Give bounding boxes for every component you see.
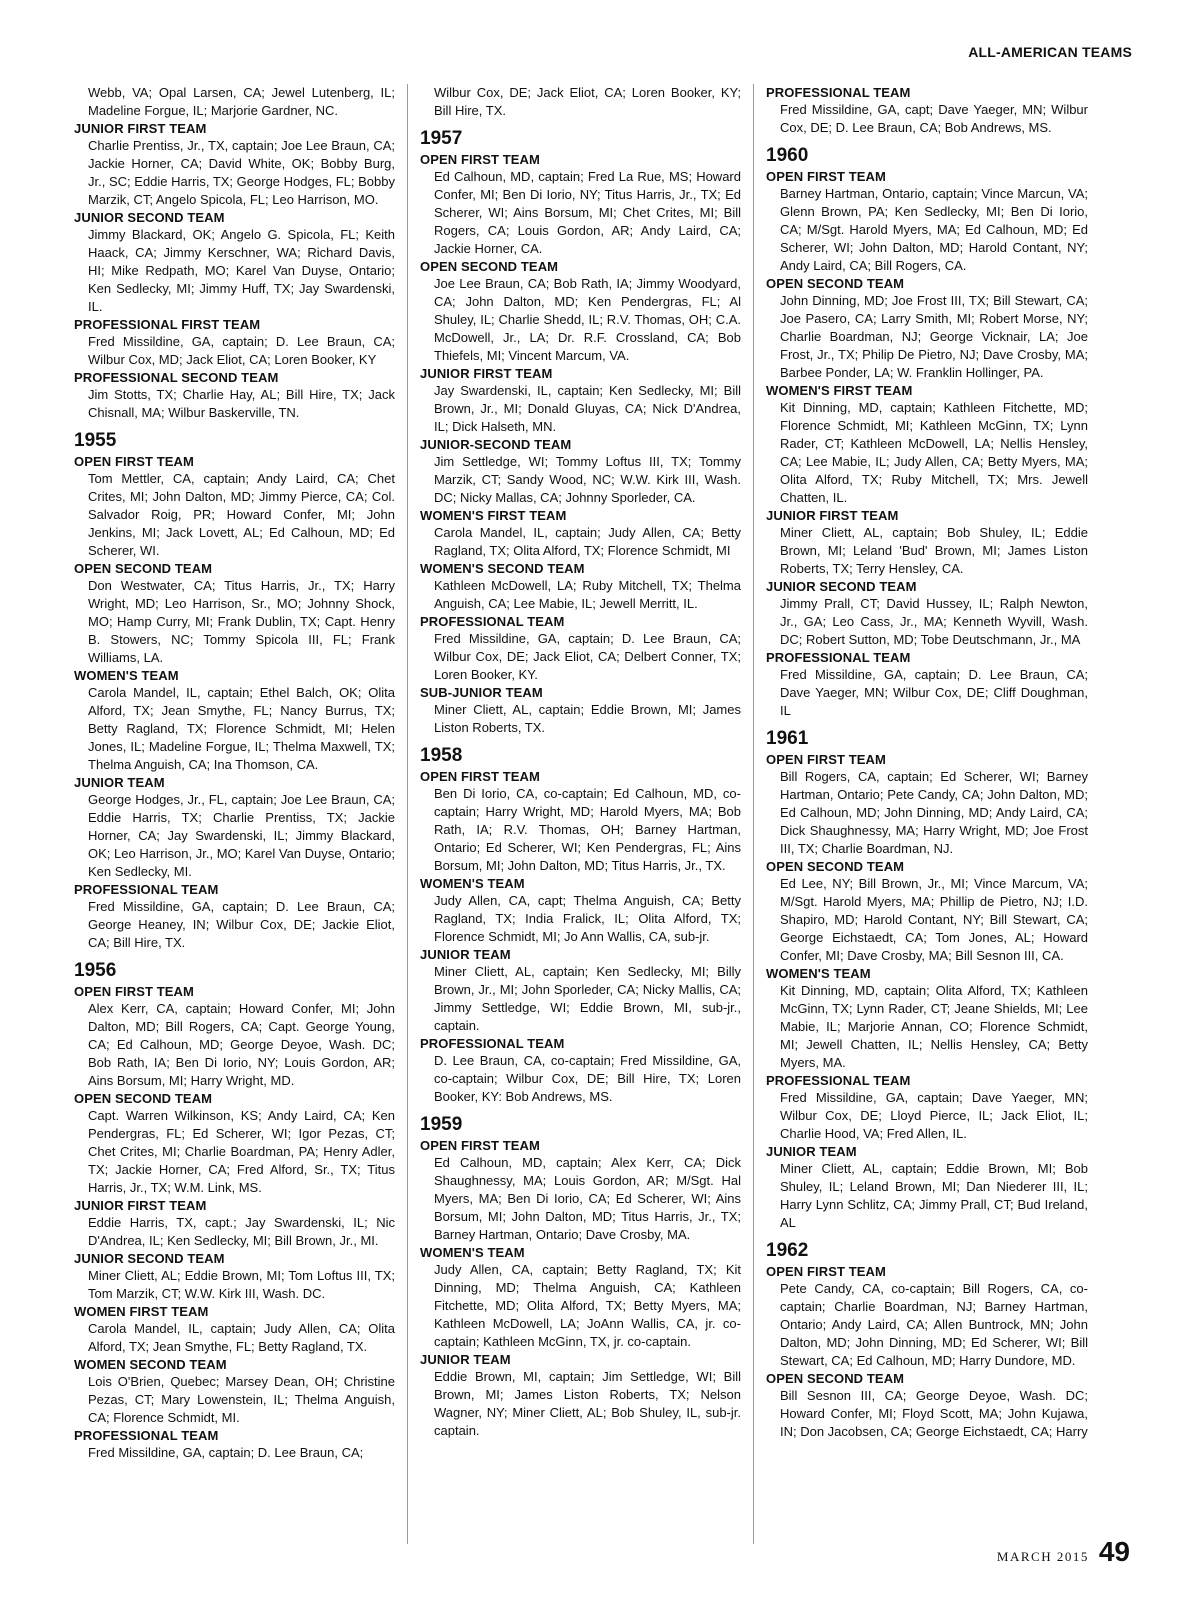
roster-text: Fred Missildine, GA, captain; Dave Yaeger, MN; Wilbur Cox, DE; Lloyd Pierce, IL; Jack Eliot, IL; Charlie Hood, VA; Fred Allen, IL. [780,1090,1088,1141]
team-heading: JUNIOR TEAM [420,947,511,962]
roster-text: Carola Mandel, IL, captain; Ethel Balch, OK; Olita Alford, TX; Jean Smythe, FL; Nancy Burrus, TX; Betty Ragland, TX; Florence Schmidt, MI; Helen Jones, IL; Madeline Forgue, IL; Thelma Maxwell, TX; Thelma Anguish, CA; Ina Thomson, CA. [88,685,395,772]
roster-text: Don Westwater, CA; Titus Harris, Jr., TX; Harry Wright, MD; Leo Harrison, Sr., MO; Johnny Shock, MO; Hamp Curry, MI; Frank Dublin, TX; Capt. Henry B. Stowers, NC; Tommy Spicola III, FL; Frank Williams, LA. [88,578,395,665]
column-3 [766,84,1100,1544]
roster-text: D. Lee Braun, CA, co-captain; Fred Missildine, GA, co-captain; Wilbur Cox, DE; Bill Hire, TX; Loren Booker, KY: Bob Andrews, MS. [434,1053,741,1104]
roster-text: Fred Missildine, GA, captain; D. Lee Braun, CA; Wilbur Cox, DE; Jack Eliot, CA; Delbert Conner, TX; Loren Booker, KY. [434,631,741,682]
roster-text: John Dinning, MD; Joe Frost III, TX; Bill Stewart, CA; Joe Pasero, CA; Larry Smith, MI; Robert Morse, NY; Charlie Boardman, NJ; George Vicknair, LA; Joe Frost, Jr., TX; Philip De Pietro, NJ; Dave Crosby, MA; Barbee Ponder, LA; W. Franklin Hollinger, PA. [780,293,1088,380]
roster-text: Fred Missildine, GA, captain; D. Lee Braun, CA; [88,1445,364,1460]
roster-text: Ed Calhoun, MD, captain; Alex Kerr, CA; Dick Shaughnessy, MA; Louis Gordon, AR; M/Sgt. Hal Myers, MA; Ben Di Iorio, CA; Ed Scherer, WI; Ains Borsum, MI; John Dalton, MD; Titus Harris, Jr., TX; Barney Hartman, Ontario; Dave Crosby, MA. [434,1155,741,1242]
section-header: ALL-AMERICAN TEAMS [968,44,1132,60]
team-heading: OPEN FIRST TEAM [420,769,540,784]
roster-text: Fred Missildine, GA, capt; Dave Yaeger, MN; Wilbur Cox, DE; D. Lee Braun, CA; Bob Andrews, MS. [780,102,1088,135]
year-heading: 1959 [420,1114,463,1135]
team-heading: WOMEN'S SECOND TEAM [420,561,585,576]
team-heading: OPEN FIRST TEAM [766,752,886,767]
roster-text: Lois O'Brien, Quebec; Marsey Dean, OH; Christine Pezas, CT; Mary Lowenstein, IL; Thelma Anguish, CA; Florence Schmidt, MI. [88,1374,395,1425]
year-heading: 1955 [74,430,117,451]
roster-text: Miner Cliett, AL, captain; Bob Shuley, IL; Eddie Brown, MI; Leland 'Bud' Brown, MI; James Liston Roberts, TX; Terry Hensley, CA. [780,525,1088,576]
team-heading: OPEN FIRST TEAM [420,1138,540,1153]
team-heading: JUNIOR SECOND TEAM [74,210,225,225]
team-heading: WOMEN'S TEAM [420,1245,525,1260]
team-heading: PROFESSIONAL TEAM [74,882,219,897]
roster-text: Webb, VA; Opal Larsen, CA; Jewel Lutenberg, IL; Madeline Forgue, IL; Marjorie Gardner, NC. [88,85,395,118]
team-heading: SUB-JUNIOR TEAM [420,685,543,700]
roster-text: Fred Missildine, GA, captain; D. Lee Braun, CA; Wilbur Cox, MD; Jack Eliot, CA; Loren Booker, KY [88,334,395,367]
year-heading: 1961 [766,728,809,749]
roster-text: Tom Mettler, CA, captain; Andy Laird, CA; Chet Crites, MI; John Dalton, MD; Jimmy Pierce, CA; Col. Salvador Roig, PR; Howard Confer, MI; John Jenkins, MI; Jack Lovett, AL; Ed Calhoun, MD; Ed Scherer, WI. [88,471,395,558]
team-heading: WOMEN'S TEAM [420,876,525,891]
roster-text: Jimmy Blackard, OK; Angelo G. Spicola, FL; Keith Haack, CA; Jimmy Kerschner, WA; Richard Davis, HI; Mike Redpath, MO; Karel Van Duyse, Ontario; Ken Sedlecky, MI; Jimmy Huff, TX; Jay Swardenski, IL. [88,227,395,314]
year-heading: 1956 [74,960,117,981]
team-heading: OPEN SECOND TEAM [420,259,559,274]
roster-text: Miner Cliett, AL, captain; Eddie Brown, MI; James Liston Roberts, TX. [434,702,741,735]
team-heading: WOMEN'S TEAM [74,668,179,683]
team-heading: JUNIOR FIRST TEAM [74,121,207,136]
team-heading: OPEN FIRST TEAM [766,169,886,184]
team-heading: JUNIOR FIRST TEAM [766,508,899,523]
team-heading: OPEN FIRST TEAM [74,984,194,999]
roster-text: Carola Mandel, IL, captain; Judy Allen, CA; Olita Alford, TX; Jean Smythe, FL; Betty Ragland, TX. [88,1321,395,1354]
team-heading: PROFESSIONAL TEAM [766,85,911,100]
roster-text: Judy Allen, CA, capt; Thelma Anguish, CA; Betty Ragland, TX; India Fralick, IL; Olita Alford, TX; Florence Schmidt, MI; Jo Ann Wallis, CA, sub-jr. [434,893,741,944]
team-heading: OPEN SECOND TEAM [766,859,905,874]
roster-text: Alex Kerr, CA, captain; Howard Confer, MI; John Dalton, MD; Bill Rogers, CA; Capt. George Young, CA; Ed Calhoun, MD; George Deyoe, Wash. DC; Bob Rath, IA; Ben Di Iorio, NY; Louis Gordon, AR; Ains Borsum, MI; Harry Wright, MD. [88,1001,395,1088]
roster-text: Joe Lee Braun, CA; Bob Rath, IA; Jimmy Woodyard, CA; John Dalton, MD; Ken Pendergras, FL; Al Shuley, IL; Charlie Shedd, IL; R.V. Thomas, OH; C.A. McDowell, Jr., LA; Dr. R.F. Crossland, CA; Bob Thiefels, MI; Vincent Marcum, VA. [434,276,741,363]
roster-text: Jimmy Prall, CT; David Hussey, IL; Ralph Newton, Jr., GA; Leo Cass, Jr., MA; Kenneth Wyvill, Wash. DC; Robert Sutton, MD; Tobe Deutschmann, Jr., MA [780,596,1088,647]
team-heading: JUNIOR TEAM [420,1352,511,1367]
roster-text: Pete Candy, CA, co-captain; Bill Rogers, CA, co-captain; Charlie Boardman, NJ; Barney Hartman, Ontario; Andy Laird, CA; Allen Buntrock, MN; John Dalton, MD; John Dinning, MD; Ed Scherer, WI; Bill Stewart, CA; Ed Calhoun, MD; Harry Dundore, MD. [780,1281,1088,1368]
roster-text: Miner Cliett, AL, captain; Ken Sedlecky, MI; Billy Brown, Jr., MI; John Sporleder, CA; Nicky Mallis, CA; Jimmy Settledge, WI; Eddie Brown, MI, sub-jr., captain. [434,964,741,1033]
page-number: 49 [1098,1536,1130,1567]
year-heading: 1958 [420,745,463,766]
roster-text: Kathleen McDowell, LA; Ruby Mitchell, TX; Thelma Anguish, CA; Lee Mabie, IL; Jewell Merritt, IL. [434,578,741,611]
team-heading: JUNIOR-SECOND TEAM [420,437,572,452]
team-heading: OPEN FIRST TEAM [766,1264,886,1279]
roster-text: Ben Di Iorio, CA, co-captain; Ed Calhoun, MD, co-captain; Harry Wright, MD; Harold Myers, MA; Bob Rath, IA; R.V. Thomas, OH; Barney Hartman, Ontario; Ed Scherer, WI; Ken Pendergras, FL; Ains Borsum, MI; John Dalton, MD; Titus Harris, Jr., TX. [434,786,741,873]
roster-text: Wilbur Cox, DE; Jack Eliot, CA; Loren Booker, KY; Bill Hire, TX. [434,85,741,118]
roster-text: Carola Mandel, IL, captain; Judy Allen, CA; Betty Ragland, TX; Olita Alford, TX; Florence Schmidt, MI [434,525,741,558]
team-heading: OPEN SECOND TEAM [74,1091,213,1106]
team-heading: WOMEN'S FIRST TEAM [420,508,567,523]
team-heading: JUNIOR SECOND TEAM [74,1251,225,1266]
page-footer [997,1536,1130,1568]
article-columns [74,84,1142,1544]
roster-text: Barney Hartman, Ontario, captain; Vince Marcun, VA; Glenn Brown, PA; Ken Sedlecky, MI; Ben Di Iorio, CA; M/Sgt. Harold Myers, MA; Ed Calhoun, MD; Ed Scherer, WI; John Dalton, MD; Harold Contant, NY; Andy Laird, CA; Bill Rogers, CA. [780,186,1088,273]
roster-text: Kit Dinning, MD, captain; Olita Alford, TX; Kathleen McGinn, TX; Lynn Rader, CT; Jeane Shields, MI; Lee Mabie, IL; Marjorie Annan, CO; Florence Schmidt, MI; Jewell Chatten, IL; Nellis Hensley, CA; Betty Myers, MA. [780,983,1088,1070]
team-heading: OPEN SECOND TEAM [766,1371,905,1386]
team-heading: WOMEN'S TEAM [766,966,871,981]
roster-text: Jay Swardenski, IL, captain; Ken Sedlecky, MI; Bill Brown, Jr., MI; Donald Gluyas, CA; Nick D'Andrea, IL; Dick Halseth, MN. [434,383,741,434]
roster-text: Fred Missildine, GA, captain; D. Lee Braun, CA; Dave Yaeger, MN; Wilbur Cox, DE; Cliff Doughman, IL [780,667,1088,718]
team-heading: OPEN FIRST TEAM [420,152,540,167]
roster-text: Ed Lee, NY; Bill Brown, Jr., MI; Vince Marcum, VA; M/Sgt. Harold Myers, MA; Phillip de Pietro, NJ; I.D. Shapiro, MD; Harold Contant, NY; Bill Stewart, CA; George Eichstaedt, CA; Tom Jones, AL; Howard Confer, MI; Dave Crosby, MA; Bill Sesnon III, CA. [780,876,1088,963]
year-heading: 1960 [766,145,809,166]
team-heading: PROFESSIONAL TEAM [74,1428,219,1443]
roster-text: Capt. Warren Wilkinson, KS; Andy Laird, CA; Ken Pendergras, FL; Ed Scherer, WI; Igor Pezas, CT; Chet Crites, MI; Charlie Boardman, PA; Henry Adler, TX; Jackie Horner, CA; Fred Alford, Sr., TX; Titus Harris, Jr., TX; W.M. Link, MS. [88,1108,395,1195]
issue-date: MARCH 2015 [996,1549,1089,1564]
team-heading: PROFESSIONAL FIRST TEAM [74,317,261,332]
column-1 [74,84,408,1544]
team-heading: JUNIOR TEAM [74,775,165,790]
team-heading: JUNIOR FIRST TEAM [420,366,553,381]
roster-text: Jim Settledge, WI; Tommy Loftus III, TX; Tommy Marzik, CT; Sandy Wood, NC; W.W. Kirk III, Wash. DC; Nicky Mallas, CA; Johnny Sporleder, CA. [434,454,741,505]
roster-text: George Hodges, Jr., FL, captain; Joe Lee Braun, CA; Eddie Harris, TX; Charlie Prentiss, TX; Jackie Horner, CA; Jay Swardenski, IL; Jimmy Blackard, OK; Leo Harrison, Jr., MO; Karel Van Duyse, Ontario; Ken Sedlecky, MI. [88,792,395,879]
year-heading: 1962 [766,1240,809,1261]
team-heading: OPEN SECOND TEAM [766,276,905,291]
team-heading: PROFESSIONAL SECOND TEAM [74,370,279,385]
team-heading: OPEN FIRST TEAM [74,454,194,469]
roster-text: Eddie Brown, MI, captain; Jim Settledge, WI; Bill Brown, MI; James Liston Roberts, TX; Nelson Wagner, NY; Miner Cliett, AL; Bob Shuley, IL, sub-jr. captain. [434,1369,741,1438]
team-heading: WOMEN'S FIRST TEAM [766,383,913,398]
team-heading: PROFESSIONAL TEAM [420,614,565,629]
roster-text: Miner Cliett, AL; Eddie Brown, MI; Tom Loftus III, TX; Tom Marzik, CT; W.W. Kirk III, Wash. DC. [88,1268,395,1301]
team-heading: WOMEN SECOND TEAM [74,1357,227,1372]
team-heading: JUNIOR TEAM [766,1144,857,1159]
roster-text: Fred Missildine, GA, captain; D. Lee Braun, CA; George Heaney, IN; Wilbur Cox, DE; Jackie Eliot, CA; Bill Hire, TX. [88,899,395,950]
team-heading: JUNIOR SECOND TEAM [766,579,917,594]
roster-text: Miner Cliett, AL, captain; Eddie Brown, MI; Bob Shuley, IL; Leland Brown, MI; Dan Niederer III, IL; Harry Lynn Schlitz, CA; Jimmy Prall, CT; Bud Ireland, AL [780,1161,1088,1230]
year-heading: 1957 [420,128,463,149]
roster-text: Judy Allen, CA, captain; Betty Ragland, TX; Kit Dinning, MD; Thelma Anguish, CA; Kathleen Fitchette, MD; Olita Alford, TX; Betty Myers, MA; Kathleen McDowell, LA; JoAnn Wallis, CA, jr. co-captain; Kathleen McGinn, TX, jr. co-captain. [434,1262,741,1349]
team-heading: PROFESSIONAL TEAM [766,650,911,665]
roster-text: Charlie Prentiss, Jr., TX, captain; Joe Lee Braun, CA; Jackie Horner, CA; David White, OK; Bobby Burg, Jr., SC; Eddie Harris, TX; George Hodges, FL; Bobby Marzik, CT; Angelo Spicola, FL; Leo Harrison, MO. [88,138,395,207]
team-heading: OPEN SECOND TEAM [74,561,213,576]
roster-text: Jim Stotts, TX; Charlie Hay, AL; Bill Hire, TX; Jack Chisnall, MA; Wilbur Baskerville, TN. [88,387,395,420]
roster-text: Bill Sesnon III, CA; George Deyoe, Wash. DC; Howard Confer, MI; Floyd Scott, MA; John Kujawa, IN; Don Jacobsen, CA; George Eichstaedt, CA; Harry [780,1388,1088,1439]
roster-text: Kit Dinning, MD, captain; Kathleen Fitchette, MD; Florence Schmidt, MI; Kathleen McGinn, TX; Lynn Rader, CT; Kathleen McDowell, LA; Nellis Hensley, CA; Lee Mabie, IL; Judy Allen, CA; Betty Myers, MA; Olita Alford, TX; Ruby Mitchell, TX; Mrs. Jewell Chatten, IL. [780,400,1088,505]
team-heading: PROFESSIONAL TEAM [420,1036,565,1051]
roster-text: Ed Calhoun, MD, captain; Fred La Rue, MS; Howard Confer, MI; Ben Di Iorio, NY; Titus Harris, Jr., TX; Ed Scherer, WI; Ains Borsum, MI; Chet Crites, MI; Bill Rogers, CA; Louis Gordon, AR; Andy Laird, CA; Jackie Horner, CA. [434,169,741,256]
column-2 [420,84,754,1544]
team-heading: PROFESSIONAL TEAM [766,1073,911,1088]
roster-text: Eddie Harris, TX, capt.; Jay Swardenski, IL; Nic D'Andrea, IL; Ken Sedlecky, MI; Bill Brown, Jr., MI. [88,1215,395,1248]
team-heading: WOMEN FIRST TEAM [74,1304,209,1319]
roster-text: Bill Rogers, CA, captain; Ed Scherer, WI; Barney Hartman, Ontario; Pete Candy, CA; John Dalton, MD; Ed Calhoun, MD; John Dinning, MD; Andy Laird, CA; Dick Shaughnessy, MA; Harry Wright, MD; Joe Frost III, TX; Charlie Boardman, NJ. [780,769,1088,856]
team-heading: JUNIOR FIRST TEAM [74,1198,207,1213]
